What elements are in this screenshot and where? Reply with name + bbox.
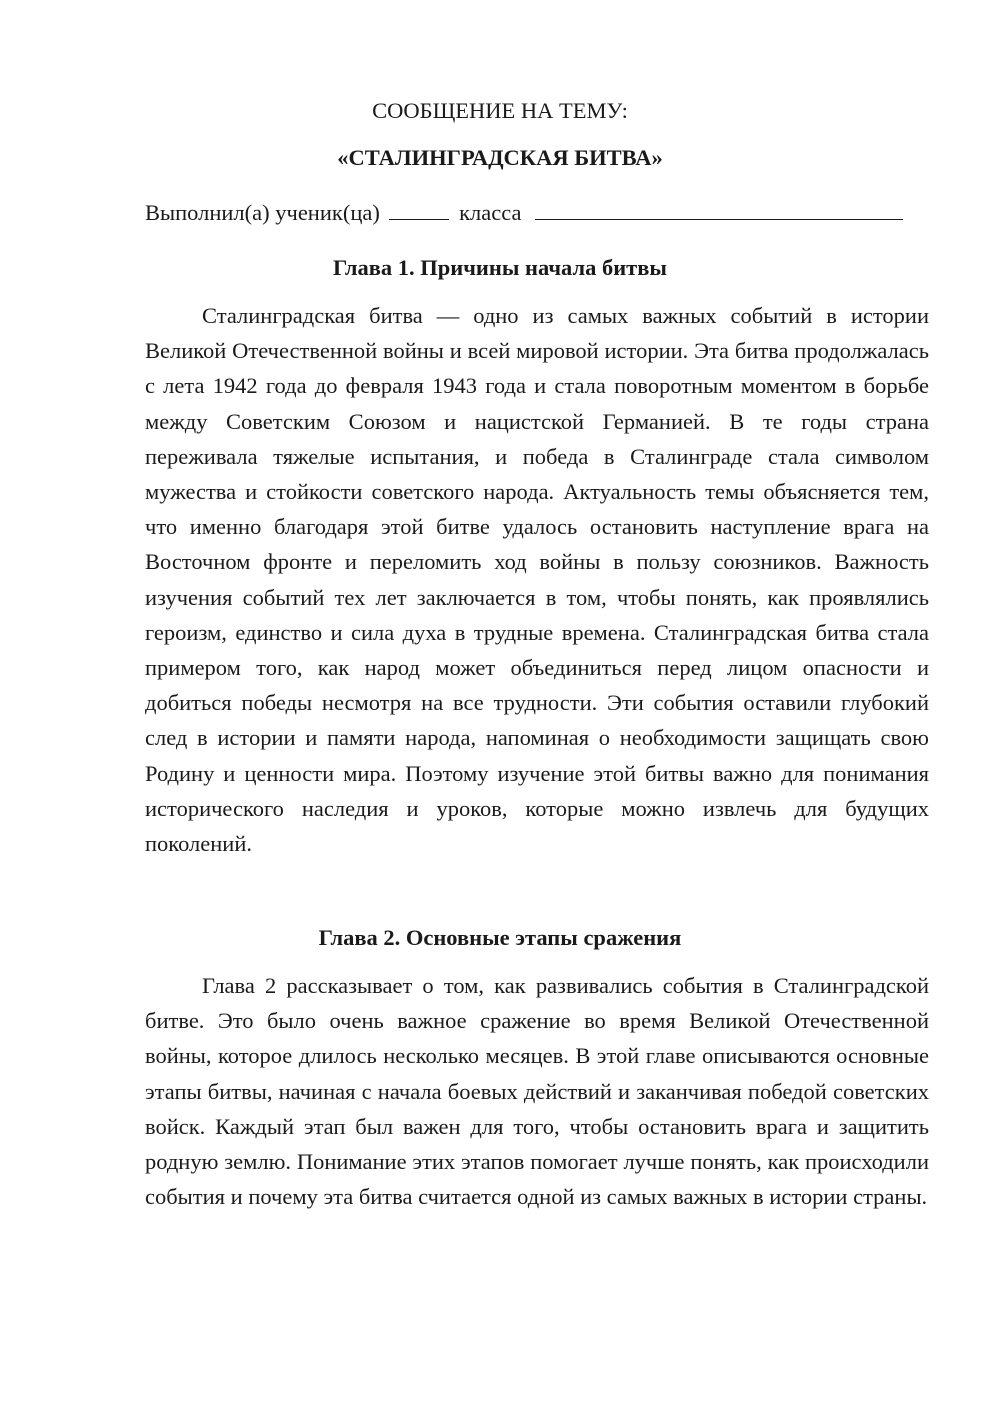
class-number-blank xyxy=(389,195,449,220)
author-prefix: Выполнил(а) ученик(ца) xyxy=(145,200,380,225)
document-subtitle: СООБЩЕНИЕ НА ТЕМУ: xyxy=(372,98,628,123)
author-middle: класса xyxy=(459,200,522,225)
document-title: «СТАЛИНГРАДСКАЯ БИТВА» xyxy=(337,145,663,170)
chapter-1-paragraph: Сталинградская битва — одно из самых важных событий в истории Великой Отечественной войны и всей мировой истории. Эта битва продолжалась с лета 1942 года до февраля 1943 года и стала поворотным моментом в борьбе между Советским Союзом и нацистской Германией. В те годы страна переживала тяжелые испытания, и победа в Сталинграде стала символом мужества и стойкости советского народа. Актуальность темы объясняется тем, что именно благодаря этой битве удалось остановить наступление врага на Восточном фронте и переломить ход войны в пользу союзников. Важность изучения событий тех лет заключается в том, чтобы понять, как проявлялись героизм, единство и сила духа в трудные времена. Сталинградская битва стала примером того, как народ может объединиться перед лицом опасности и добиться победы несмотря на все трудности. Эти события оставили глубокий след в истории и памяти народа, напоминая о необходимости защищать свою Родину и ценности мира. Поэтому изучение этой битвы важно для понимания исторического наследия и уроков, которые можно извлечь для будущих поколений. xyxy=(145,303,929,857)
author-line xyxy=(145,195,935,231)
chapter-2-title: Глава 2. Основные этапы сражения xyxy=(318,925,682,950)
chapter-1-title: Глава 1. Причины начала битвы xyxy=(333,255,667,280)
chapter-2-paragraph: Глава 2 рассказывает о том, как развивались события в Сталинградской битве. Это было очень важное сражение во время Великой Отечественной войны, которое длилось несколько месяцев. В этой главе описываются основные этапы битвы, начиная с начала боевых действий и заканчивая победой советских войск. Каждый этап был важен для того, чтобы остановить врага и защитить родную землю. Понимание этих этапов помогает лучше понять, как происходили события и почему эта битва считается одной из самых важных в истории страны. xyxy=(145,973,929,1210)
student-name-blank xyxy=(535,195,903,220)
